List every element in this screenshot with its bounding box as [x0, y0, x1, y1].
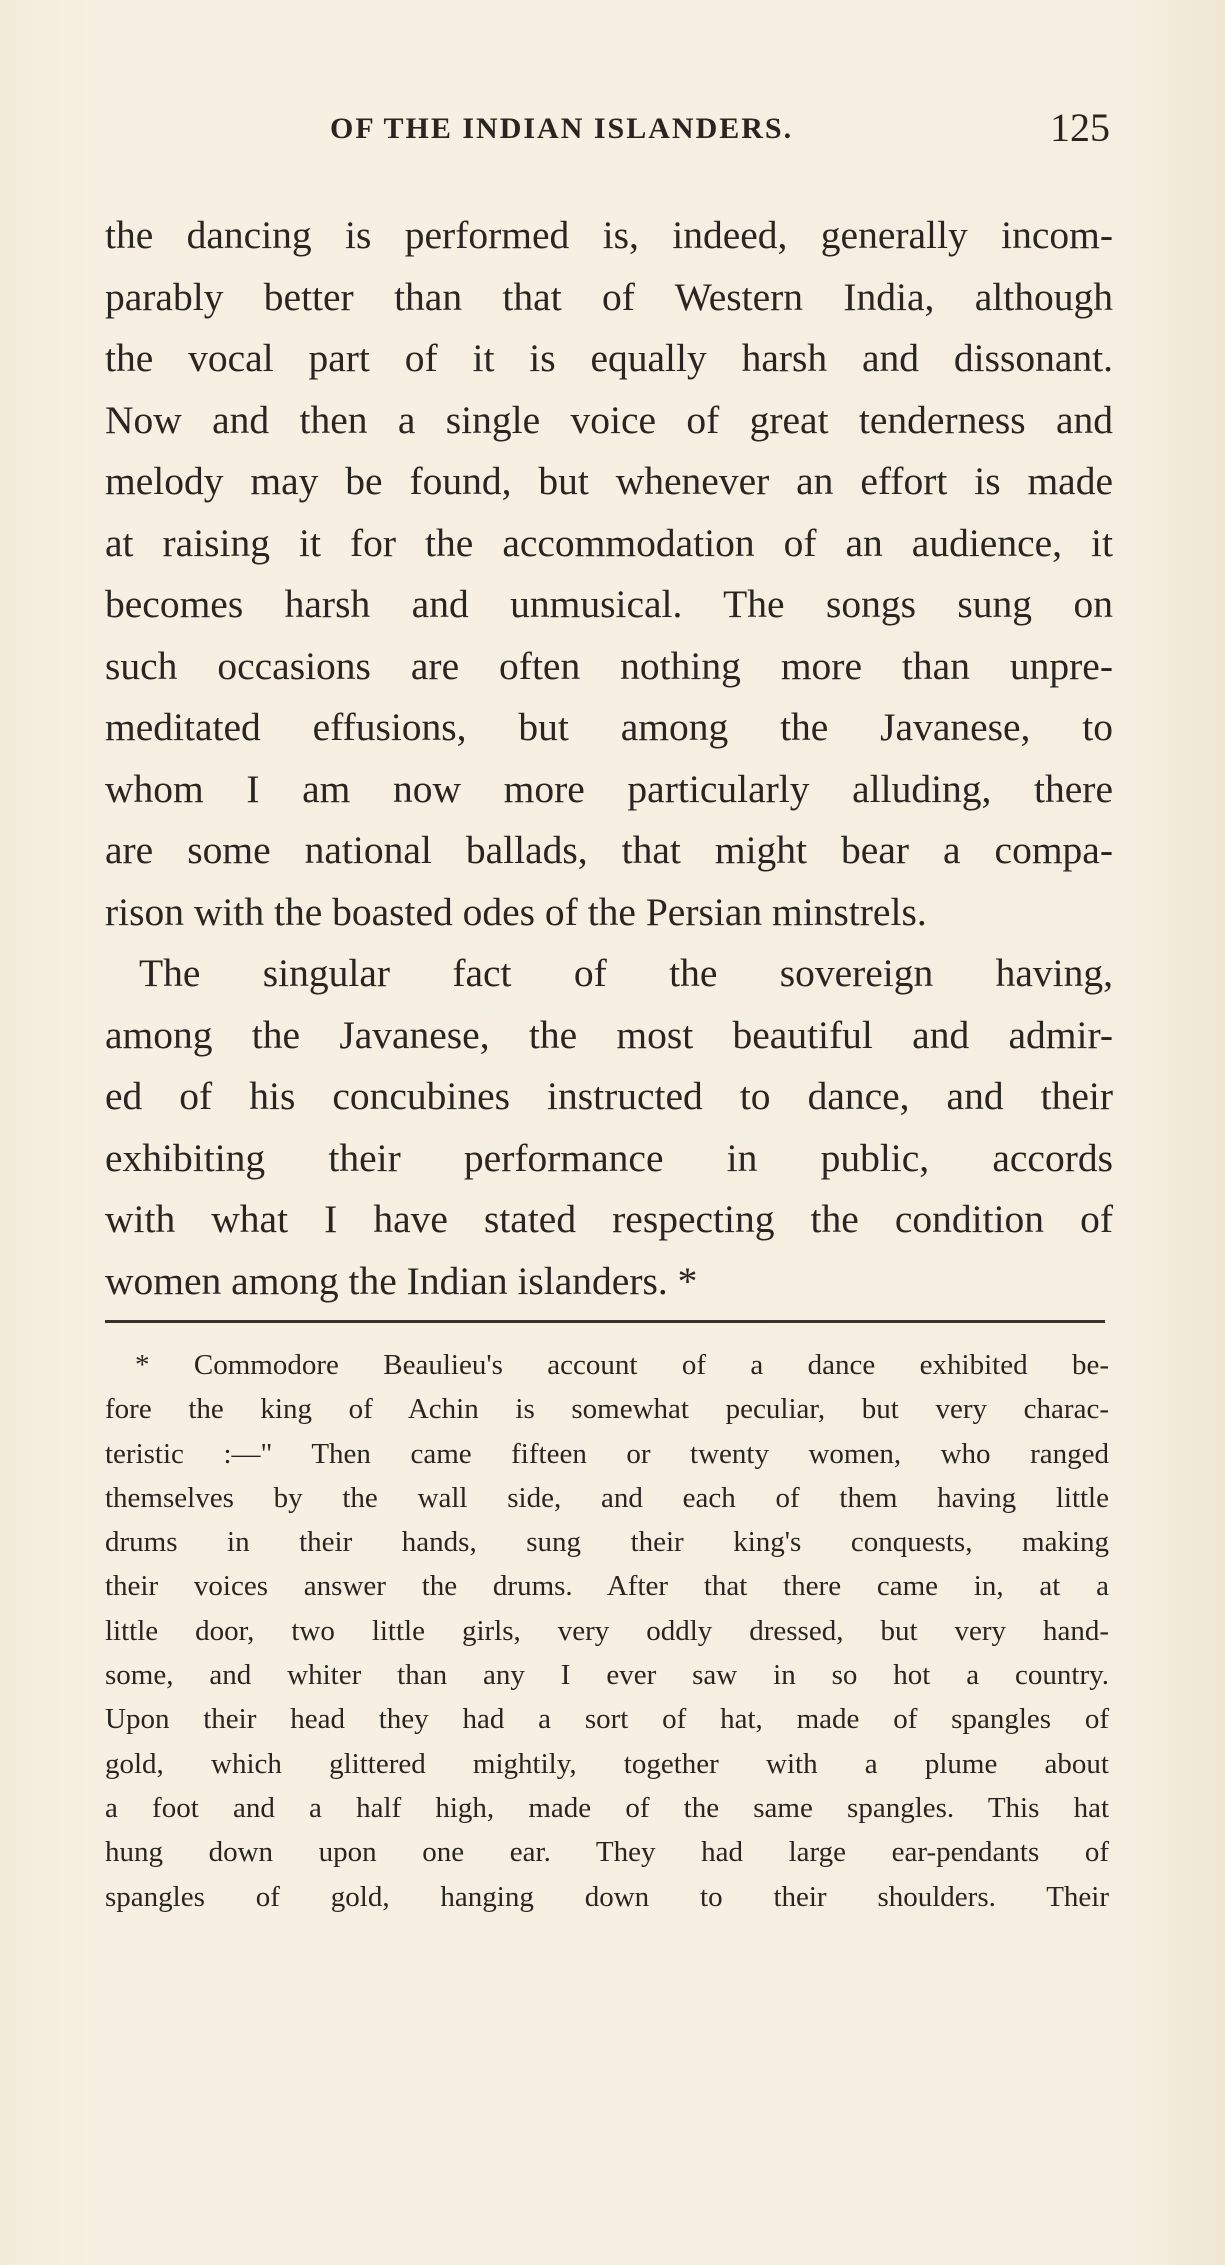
body-line: with what I have stated respecting the condition of	[105, 1197, 1113, 1241]
body-line: whom I am now more particularly alluding, there	[105, 766, 1113, 811]
body-line: melody may be found, but whenever an effort is made	[105, 459, 1113, 503]
body-line: the dancing is performed is, indeed, generally incom-	[105, 213, 1113, 257]
footnote-rule	[105, 1320, 1105, 1323]
page-number: 125	[1050, 105, 1110, 150]
footnote-line: little door, two little girls, very oddly dressed, but very hand-	[105, 1614, 1109, 1647]
footnote	[105, 1343, 1109, 1919]
footnote-line: * Commodore Beaulieu's account of a dance exhibited be-	[135, 1349, 1109, 1381]
footnote-line: spangles of gold, hanging down to their shoulders. Their	[105, 1880, 1109, 1913]
footnote-line: gold, which glittered mightily, together with a plume about	[105, 1747, 1109, 1780]
body-text	[105, 205, 1113, 1312]
footnote-line: a foot and a half high, made of the same spangles. This hat	[105, 1791, 1109, 1824]
footnote-line: hung down upon one ear. They had large ear-pendants of	[105, 1836, 1109, 1869]
running-head	[330, 105, 1110, 158]
running-head-title: OF THE INDIAN ISLANDERS.	[330, 112, 794, 145]
paragraph-start-line: The singular fact of the sovereign having,	[139, 951, 1113, 995]
body-line: parably better than that of Western India, although	[105, 274, 1113, 319]
body-line: becomes harsh and unmusical. The songs sung on	[105, 582, 1113, 626]
body-line: exhibiting their performance in public, accords	[105, 1135, 1113, 1180]
body-line: such occasions are often nothing more than unpre-	[105, 643, 1113, 688]
body-line: rison with the boasted odes of the Persian minstrels.	[105, 889, 927, 934]
footnote-line: some, and whiter than any I ever saw in so hot a country.	[105, 1659, 1109, 1692]
body-line: ed of his concubines instructed to dance, and their	[105, 1074, 1113, 1118]
footnote-line: themselves by the wall side, and each of them having little	[105, 1481, 1109, 1514]
footnote-line: teristic :—" Then came fifteen or twenty women, who ranged	[105, 1437, 1109, 1470]
body-line: the vocal part of it is equally harsh and dissonant.	[105, 336, 1113, 380]
body-line: among the Javanese, the most beautiful and admir-	[105, 1012, 1113, 1057]
body-line: are some national ballads, that might bear a compa-	[105, 828, 1113, 872]
body-line: at raising it for the accommodation of an audience, it	[105, 520, 1113, 565]
footnote-line: fore the king of Achin is somewhat peculiar, but very charac-	[105, 1393, 1109, 1426]
body-line: meditated effusions, but among the Javanese, to	[105, 705, 1113, 749]
footnote-line: Upon their head they had a sort of hat, made of spangles of	[105, 1703, 1109, 1736]
footnote-line: their voices answer the drums. After that there came in, at a	[105, 1570, 1109, 1603]
footnote-line: drums in their hands, sung their king's conquests, making	[105, 1526, 1109, 1559]
body-line: Now and then a single voice of great tenderness and	[105, 397, 1113, 442]
body-line: women among the Indian islanders. *	[105, 1258, 698, 1303]
